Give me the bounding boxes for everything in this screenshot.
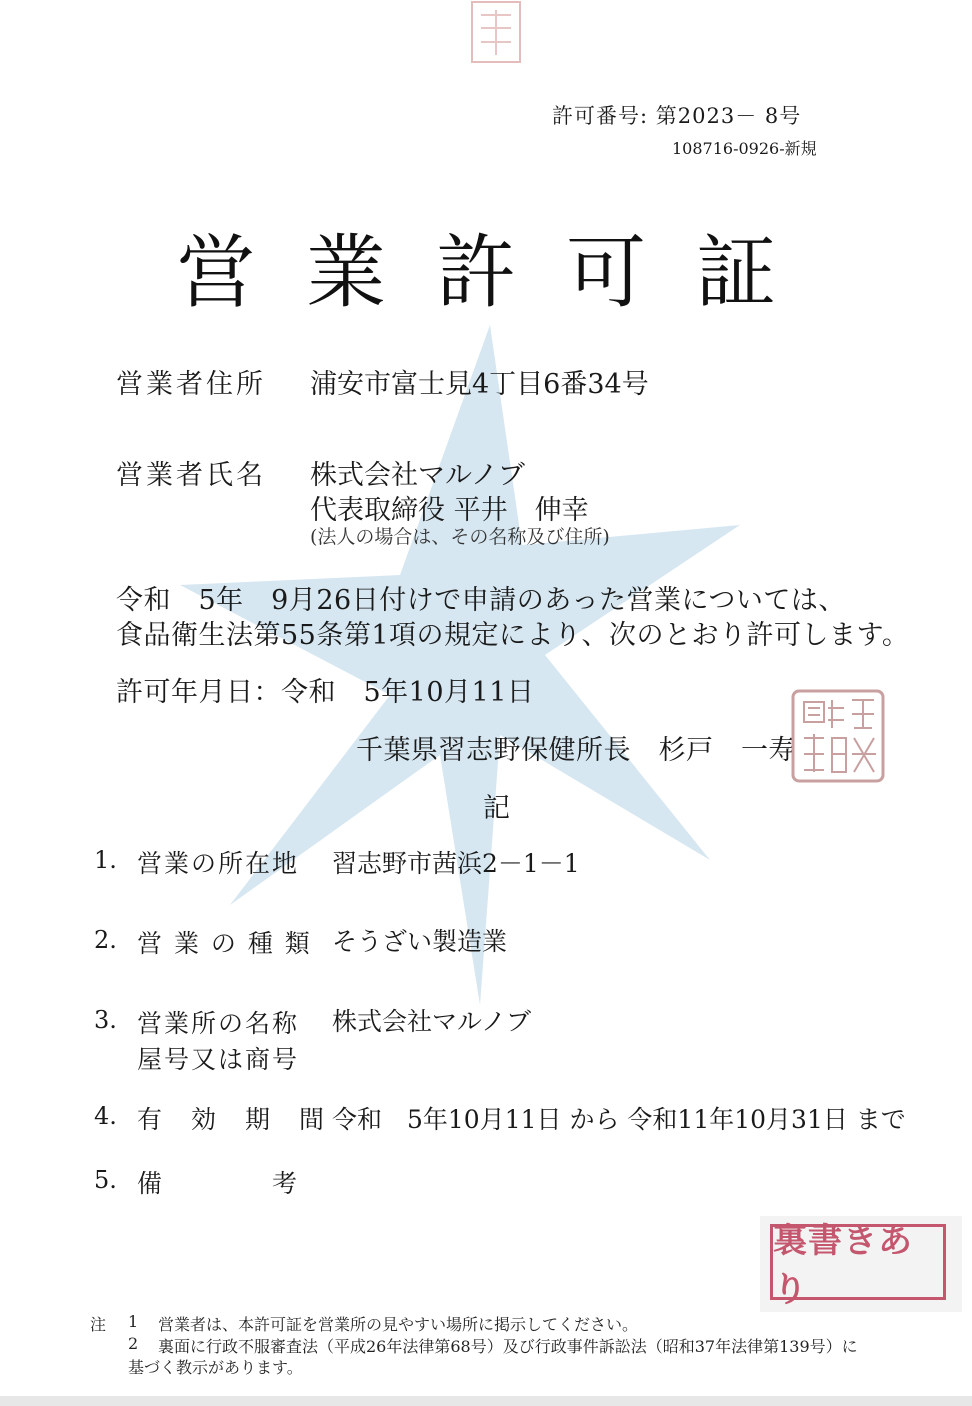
item-number: 5. (94, 1166, 117, 1194)
operator-address-label: 営業者住所 (116, 369, 266, 400)
operator-name-label: 営業者氏名 (116, 460, 266, 491)
operator-note: (法人の場合は、その名称及び住所) (310, 526, 610, 548)
item-label-business-type: 営 業 の 種 類 (137, 929, 312, 958)
notes-mark: 注 (90, 1315, 107, 1334)
prefecture-emblem-watermark (150, 315, 750, 1015)
item-number: 1. (94, 846, 117, 874)
item-value-business-type: そうざい製造業 (332, 927, 508, 956)
item-label-trade-name: 屋号又は商号 (137, 1045, 300, 1074)
item-number: 4. (94, 1102, 117, 1130)
statement-line-2: 食品衛生法第55条第1項の規定により、次のとおり許可します。 (116, 620, 910, 651)
page-bottom-edge (0, 1396, 972, 1406)
item-label-location: 営業の所在地 (137, 849, 300, 878)
note-2-number: 2 (128, 1334, 139, 1353)
operator-company-name: 株式会社マルノブ (310, 460, 525, 491)
note-1-number: 1 (128, 1312, 139, 1331)
item-label-remarks: 備 考 (137, 1169, 300, 1198)
item-value-validity: 令和 5年10月11日 から 令和11年10月31日 まで (332, 1105, 906, 1134)
ki-heading: 記 (483, 793, 511, 824)
official-seal (790, 688, 886, 784)
item-label-validity: 有 効 期 間 (137, 1105, 327, 1134)
item-value-location: 習志野市茜浜2－1－1 (332, 849, 580, 878)
issuer: 千葉県習志野保健所長 杉戸 一寿 (356, 735, 796, 766)
permit-number: 許可番号: 第2023－ 8号 (552, 104, 802, 128)
note-2-text-cont: 基づく教示があります。 (128, 1358, 303, 1377)
endorsement-stamp-area (760, 1216, 962, 1312)
note-2-text: 裏面に行政不服審査法（平成26年法律第68号）及び行政事件訴訟法（昭和37年法律第139号）に (158, 1337, 858, 1356)
item-value-establishment-name: 株式会社マルノブ (332, 1007, 532, 1036)
operator-address-value: 浦安市富士見4丁目6番34号 (310, 369, 649, 400)
document-title: 営業許可証 (176, 226, 826, 319)
permit-date: 許可年月日：令和 5年10月11日 (116, 677, 535, 708)
reference-code: 108716-0926-新規 (672, 139, 817, 158)
item-number: 2. (94, 926, 117, 954)
upper-seal-mark (466, 0, 526, 70)
emblem-star-shape (180, 325, 740, 1005)
operator-representative: 代表取締役 平井 伸幸 (310, 495, 589, 526)
note-1-text: 営業者は、本許可証を営業所の見やすい場所に掲示してください。 (158, 1315, 639, 1334)
item-label-establishment-name: 営業所の名称 (137, 1009, 300, 1038)
item-number: 3. (94, 1006, 117, 1034)
endorsement-stamp: 裏書きあり (770, 1224, 946, 1300)
statement-line-1: 令和 5年 9月26日付けで申請のあった営業については、 (116, 585, 846, 616)
